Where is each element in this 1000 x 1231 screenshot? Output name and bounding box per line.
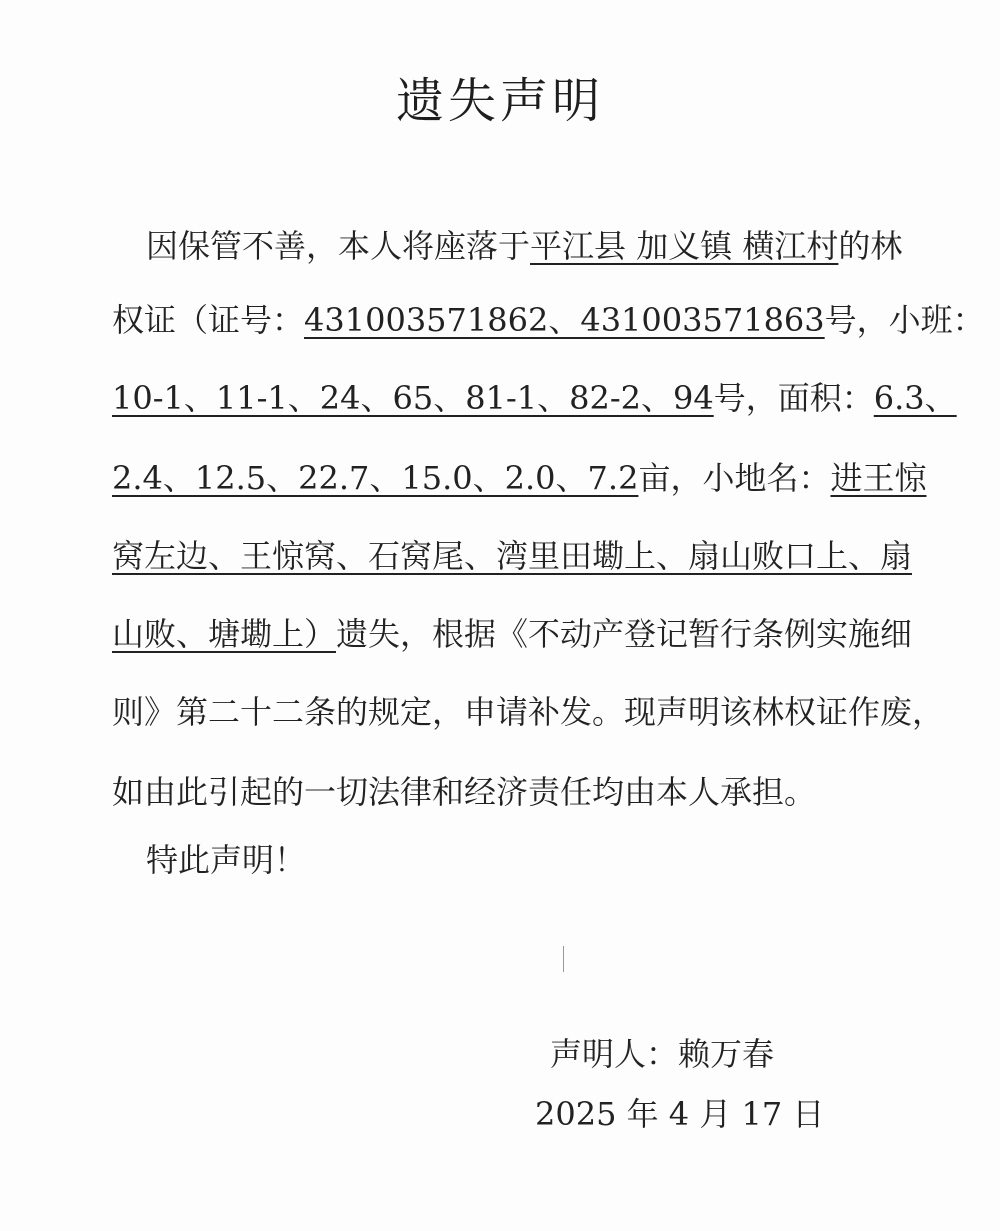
body-text: 因保管不善，本人将座落于 <box>146 227 531 265</box>
document-title: 遗失声明 <box>395 73 604 129</box>
body-text: 遗失，根据《不动产登记暂行条例实施细 <box>336 615 913 653</box>
area-values: 2.4、12.5、22.7、15.0、2.0、7.2 <box>112 459 639 497</box>
subplot-numbers: 10-1、11-1、24、65、81-1、82-2、94 <box>112 379 714 417</box>
area-values: 6.3、 <box>873 379 957 417</box>
body-text: 号，小班： <box>824 301 985 339</box>
closing-statement: 特此声明！ <box>146 841 307 879</box>
body-line-2 <box>112 300 985 340</box>
body-text: 亩，小地名： <box>638 459 831 497</box>
body-text: 权证（证号： <box>112 301 305 339</box>
body-line-1 <box>146 226 926 266</box>
place-names: 进王惊 <box>830 459 927 497</box>
body-text: 号，面积： <box>713 379 874 417</box>
place-names: 山败、塘墈上） <box>112 615 337 653</box>
body-line-7: 则》第二十二条的规定，申请补发。现声明该林权证作废， <box>112 693 945 731</box>
body-line-5 <box>112 536 913 576</box>
declaration-date: 2025 年 4 月 17 日 <box>535 1095 825 1133</box>
body-text: 的林 <box>838 227 903 265</box>
body-line-4 <box>112 458 927 498</box>
scan-mark <box>563 946 564 972</box>
body-line-6 <box>112 614 913 654</box>
body-line-8: 如由此引起的一切法律和经济责任均由本人承担。 <box>112 773 817 811</box>
place-names: 窝左边、王惊窝、石窝尾、湾里田墈上、扇山败口上、扇 <box>112 537 913 575</box>
certificate-numbers: 431003571862、431003571863 <box>304 301 825 339</box>
body-line-3 <box>112 378 957 418</box>
location-underlined: 平江县 加义镇 横江村 <box>530 227 839 265</box>
declarant-signature: 声明人：赖万春 <box>550 1035 775 1073</box>
